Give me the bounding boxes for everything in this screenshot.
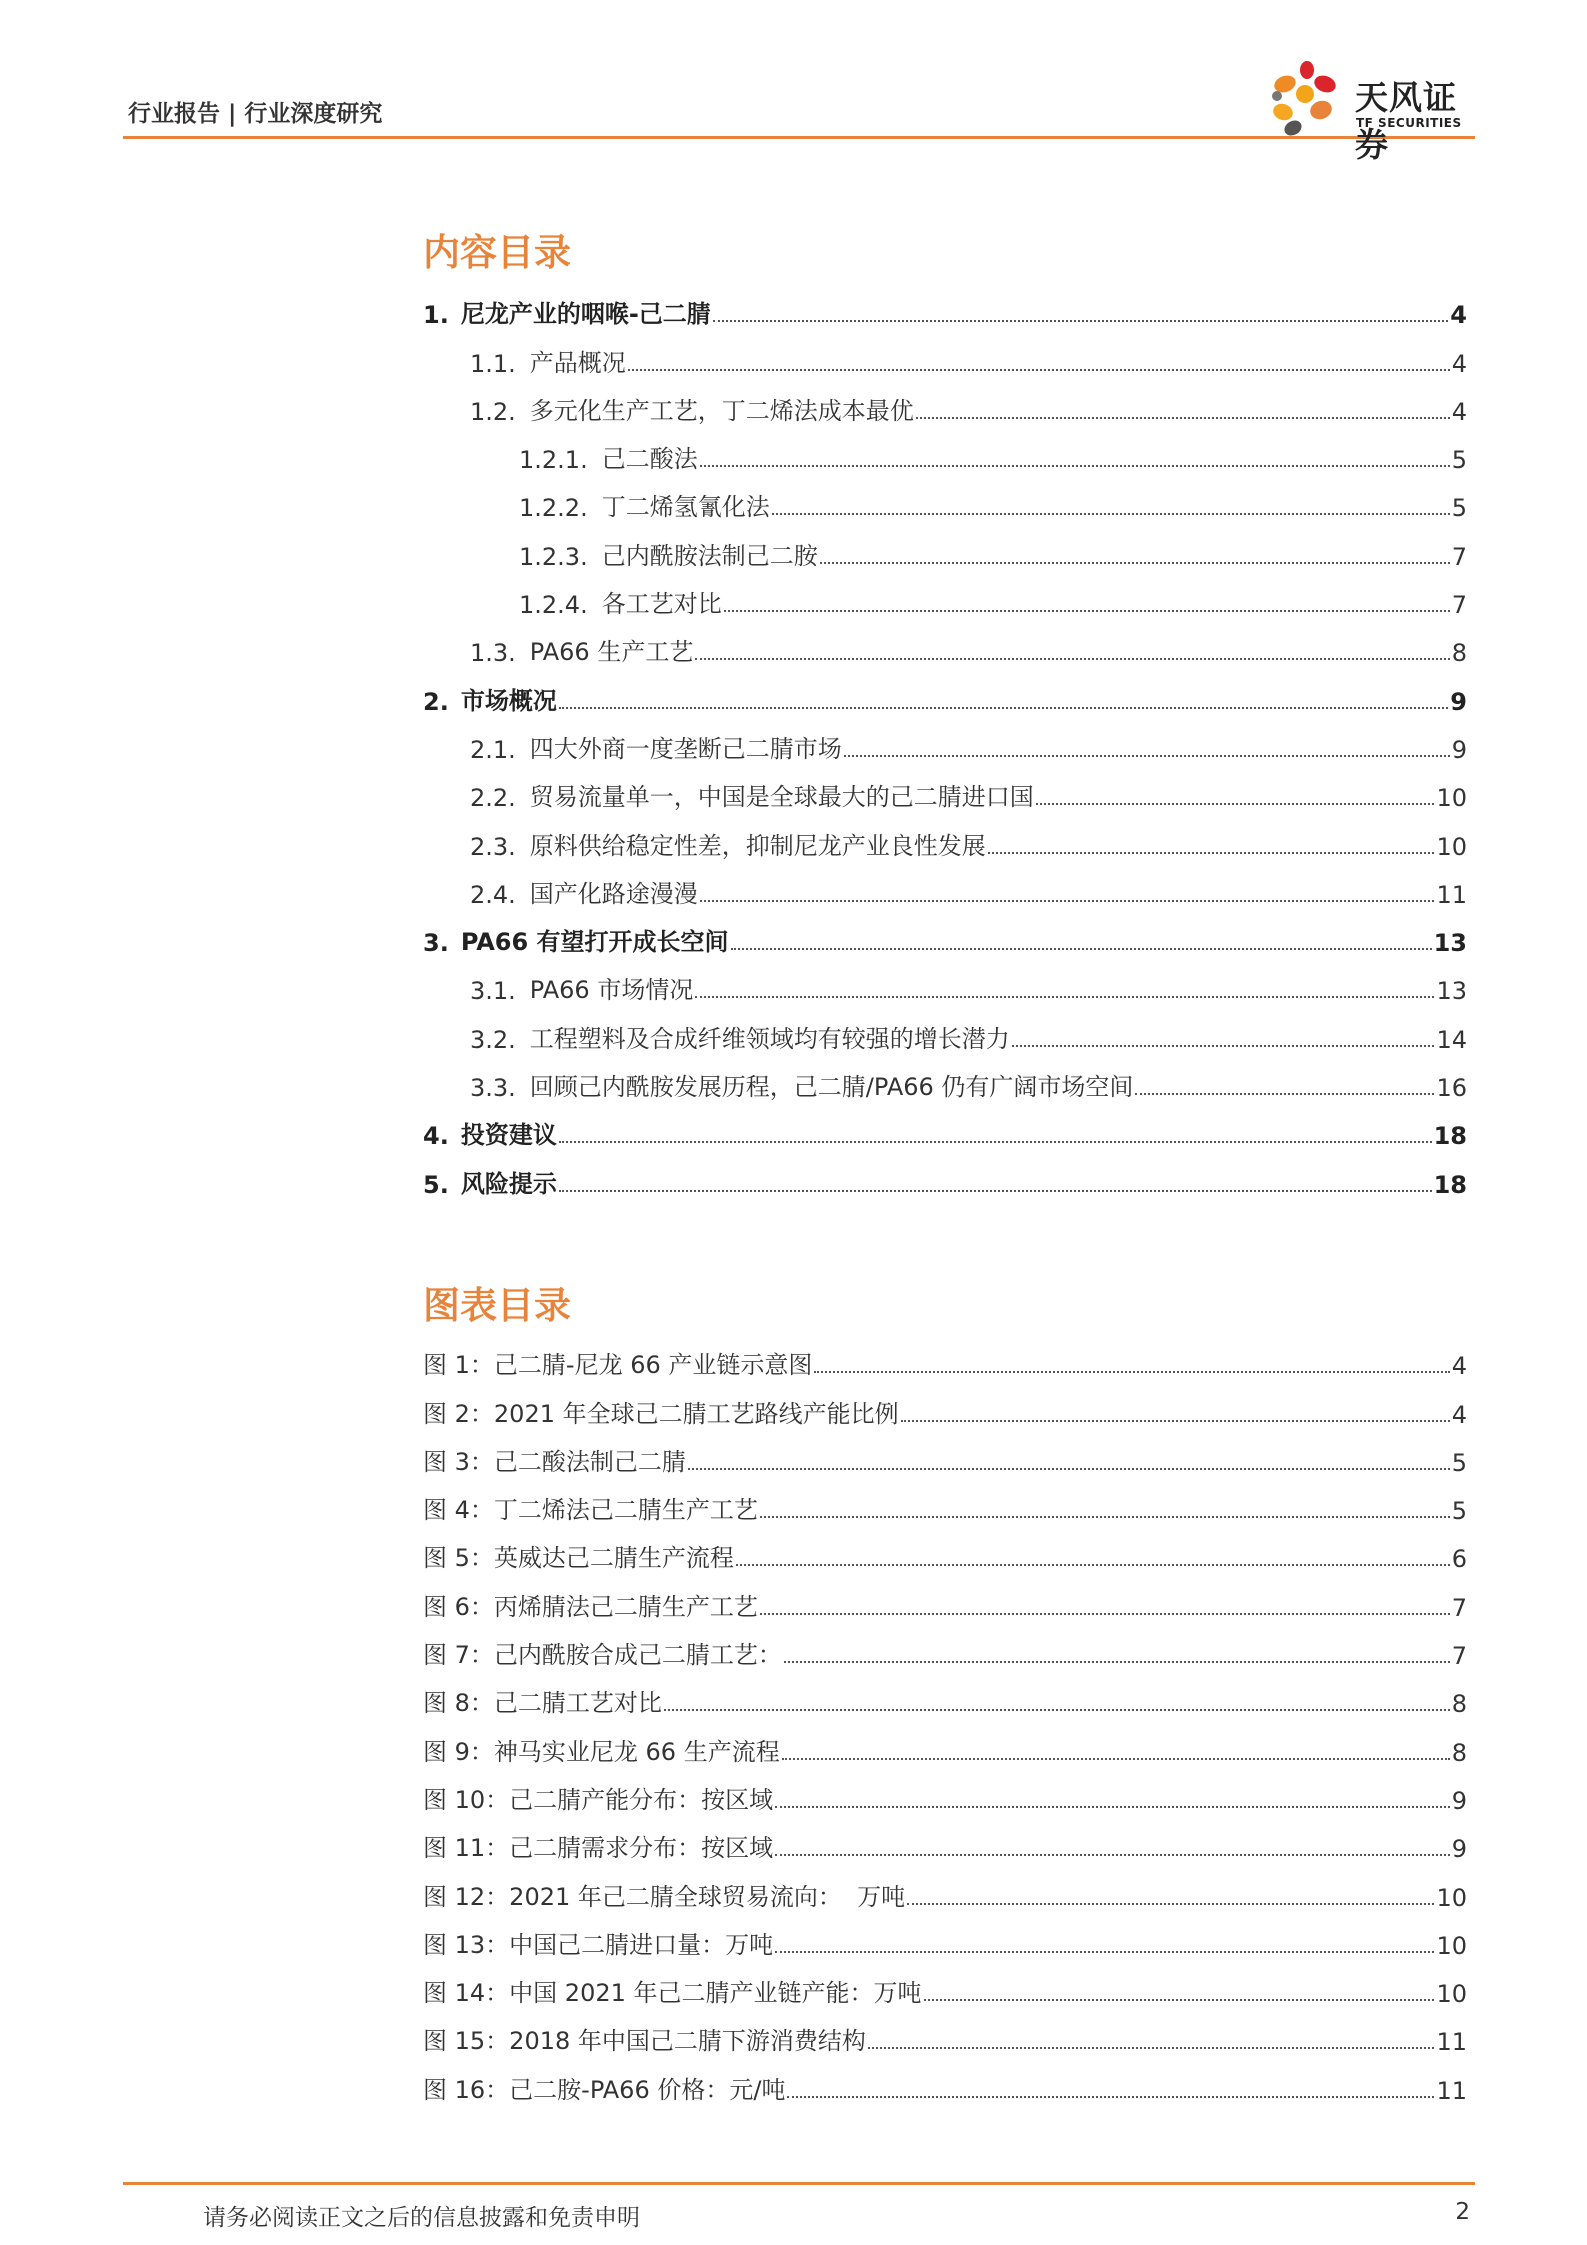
toc-entry-title: 产品概况: [529, 348, 626, 377]
figure-entry-title: 己二腈需求分布：按区域: [509, 1834, 774, 1863]
figure-entry[interactable]: [423, 1626, 1467, 1674]
toc-entry[interactable]: [423, 285, 1467, 333]
figure-entry-page: 6: [1451, 1545, 1467, 1574]
dot-leader: [916, 417, 1450, 419]
toc-entry[interactable]: [423, 768, 1467, 816]
figure-entry-title: 己二腈-尼龙 66 产业链示意图: [493, 1351, 813, 1380]
toc-entry[interactable]: [423, 1058, 1467, 1106]
page-number: 2: [1455, 2199, 1470, 2225]
brand-logo: [1255, 60, 1475, 164]
toc-entry-title: 尼龙产业的咽喉-己二腈: [460, 300, 711, 329]
dot-leader: [559, 707, 1448, 709]
toc-entry-number: 4.: [423, 1122, 449, 1151]
figure-entry-page: 7: [1451, 1642, 1467, 1671]
toc-entry[interactable]: [423, 333, 1467, 381]
toc-entry-title: 四大外商一度垄断己二腈市场: [529, 734, 842, 763]
dot-leader: [700, 900, 1435, 902]
dot-leader: [628, 369, 1450, 371]
dot-leader: [695, 996, 1434, 998]
toc-entry-number: 2.4.: [470, 880, 516, 909]
dot-leader: [772, 513, 1450, 515]
figure-entry-label: 图 12：: [423, 1882, 510, 1911]
toc-entry-page: 11: [1436, 880, 1467, 909]
toc-entry-page: 10: [1436, 832, 1467, 861]
dot-leader: [664, 1709, 1450, 1711]
dot-leader: [782, 1758, 1450, 1760]
dot-leader: [760, 1613, 1450, 1615]
toc-entry-number: 3.3.: [470, 1074, 516, 1103]
figure-entry-title: 己二胺-PA66 价格：元/吨: [509, 2075, 786, 2104]
toc-entry-number: 3.1.: [470, 977, 516, 1006]
figure-entry-title: 中国己二腈进口量：万吨: [509, 1930, 774, 1959]
page-footer: [123, 2182, 1475, 2245]
figure-entry-label: 图 11：: [423, 1834, 510, 1863]
figures-list: [423, 1336, 1467, 2109]
toc-entry-title: 国产化路途漫漫: [529, 879, 698, 908]
figure-entry[interactable]: [423, 1819, 1467, 1867]
figure-entry-title: 己二腈产能分布：按区域: [509, 1785, 774, 1814]
dot-leader: [924, 1999, 1435, 2001]
toc-entry-page: 4: [1451, 397, 1467, 426]
flower-logo-icon: [1255, 60, 1351, 136]
figure-entry-page: 4: [1451, 1352, 1467, 1381]
toc-entry-page: 18: [1433, 1170, 1467, 1199]
toc-entry[interactable]: [423, 1106, 1467, 1154]
toc-entry-page: 9: [1451, 735, 1467, 764]
toc-entry-title: 丁二烯氢氰化法: [601, 493, 770, 522]
dot-leader: [724, 610, 1450, 612]
dot-leader: [731, 948, 1432, 950]
toc-entry-number: 1.2.4.: [519, 591, 588, 620]
figure-entry[interactable]: [423, 1916, 1467, 1964]
toc-entry[interactable]: [423, 961, 1467, 1009]
page-header: [123, 60, 1475, 164]
toc-entry[interactable]: [423, 816, 1467, 864]
toc-entry-page: 18: [1433, 1122, 1467, 1151]
toc-entry-title: 回顾己内酰胺发展历程，己二腈/PA66 仍有广阔市场空间: [529, 1073, 1134, 1102]
dot-leader: [695, 658, 1449, 660]
figure-entry-page: 9: [1451, 1835, 1467, 1864]
toc-entry[interactable]: [423, 720, 1467, 768]
figure-entry[interactable]: [423, 2060, 1467, 2108]
toc-entry-title: 风险提示: [460, 1169, 557, 1198]
figure-entry-label: 图 9：: [423, 1737, 494, 1766]
toc-entry-number: 2.: [423, 687, 449, 716]
toc-entry-title: 己内酰胺法制己二胺: [601, 541, 818, 570]
toc-entry-page: 4: [1451, 349, 1467, 378]
figure-entry-label: 图 6：: [423, 1592, 494, 1621]
toc-entry[interactable]: [423, 623, 1467, 671]
toc-entry-number: 5.: [423, 1170, 449, 1199]
figure-entry-title: 己内酰胺合成己二腈工艺：: [493, 1641, 782, 1670]
toc-entry[interactable]: [423, 1009, 1467, 1057]
figure-entry-title: 2021 年全球己二腈工艺路线产能比例: [493, 1399, 899, 1428]
figure-entry-label: 图 8：: [423, 1689, 494, 1718]
toc-entry[interactable]: [423, 430, 1467, 478]
toc-entry-number: 1.2.: [470, 397, 516, 426]
dot-leader: [988, 852, 1435, 854]
toc-entry-title: 投资建议: [460, 1121, 557, 1150]
toc-entry[interactable]: [423, 382, 1467, 430]
toc-entry-title: 工程塑料及合成纤维领域均有较强的增长潜力: [529, 1024, 1010, 1053]
figure-entry-page: 10: [1436, 1931, 1467, 1960]
figure-entry-title: 中国 2021 年己二腈产业链产能：万吨: [509, 1979, 922, 2008]
toc-entry-title: PA66 市场情况: [529, 976, 694, 1005]
toc-entry-page: 16: [1436, 1074, 1467, 1103]
toc-entry-page: 5: [1451, 494, 1467, 523]
toc-entry-title: 多元化生产工艺，丁二烯法成本最优: [529, 396, 914, 425]
figure-entry-title: 2018 年中国己二腈下游消费结构: [509, 2027, 866, 2056]
toc-entry-number: 1.3.: [470, 639, 516, 668]
figure-entry[interactable]: [423, 1481, 1467, 1529]
figure-entry-label: 图 7：: [423, 1641, 494, 1670]
figure-entry-page: 8: [1451, 1690, 1467, 1719]
figure-entry-page: 10: [1436, 1883, 1467, 1912]
figure-entry[interactable]: [423, 1771, 1467, 1819]
dot-leader: [688, 1468, 1450, 1470]
figure-entry-label: 图 1：: [423, 1351, 494, 1380]
figure-entry[interactable]: [423, 1674, 1467, 1722]
figure-entry-page: 5: [1451, 1448, 1467, 1477]
dot-leader: [775, 1951, 1434, 1953]
figure-entry-page: 8: [1451, 1738, 1467, 1767]
figure-entry-label: 图 13：: [423, 1930, 510, 1959]
figure-entry-label: 图 2：: [423, 1399, 494, 1428]
figure-entry-page: 4: [1451, 1400, 1467, 1429]
figure-entry-label: 图 14：: [423, 1979, 510, 2008]
toc-entry[interactable]: [423, 1154, 1467, 1202]
dot-leader: [700, 465, 1450, 467]
brand-name-en: TF SECURITIES: [1356, 116, 1462, 130]
figure-entry-title: 英威达己二腈生产流程: [493, 1544, 734, 1573]
figure-entry-title: 丙烯腈法己二腈生产工艺: [493, 1592, 758, 1621]
toc-entry[interactable]: [423, 865, 1467, 913]
dot-leader: [1036, 803, 1435, 805]
figure-entry-title: 己二腈工艺对比: [493, 1689, 662, 1718]
toc-entry[interactable]: [423, 913, 1467, 961]
toc-entry-title: PA66 生产工艺: [529, 638, 694, 667]
dot-leader: [820, 562, 1450, 564]
toc-entry[interactable]: [423, 478, 1467, 526]
figure-entry-label: 图 15：: [423, 2027, 510, 2056]
figure-entry[interactable]: [423, 1433, 1467, 1481]
toc-entry-title: 原料供给稳定性差，抑制尼龙产业良性发展: [529, 831, 986, 860]
toc-entry-number: 1.: [423, 301, 449, 330]
toc-entry-title: 贸易流量单一，中国是全球最大的己二腈进口国: [529, 783, 1034, 812]
figure-entry-label: 图 3：: [423, 1447, 494, 1476]
toc-entry-page: 13: [1433, 929, 1467, 958]
toc-entry[interactable]: [423, 671, 1467, 719]
figure-entry[interactable]: [423, 1577, 1467, 1625]
dot-leader: [868, 2047, 1435, 2049]
figure-entry-page: 7: [1451, 1593, 1467, 1622]
figure-entry[interactable]: [423, 2012, 1467, 2060]
figure-entry-page: 11: [1436, 2076, 1467, 2105]
toc-entry-number: 2.2.: [470, 784, 516, 813]
dot-leader: [901, 1420, 1450, 1422]
figure-entry-page: 11: [1436, 2028, 1467, 2057]
figure-entry[interactable]: [423, 1336, 1467, 1384]
dot-leader: [787, 2096, 1434, 2098]
dot-leader: [784, 1661, 1450, 1663]
figure-entry[interactable]: [423, 1867, 1467, 1915]
dot-leader: [775, 1854, 1450, 1856]
figure-entry[interactable]: [423, 1964, 1467, 2012]
figure-entry-page: 5: [1451, 1497, 1467, 1526]
toc-entry[interactable]: [423, 526, 1467, 574]
toc-entry-number: 1.2.2.: [519, 494, 588, 523]
toc-entry-number: 3.: [423, 929, 449, 958]
figure-entry-label: 图 16：: [423, 2075, 510, 2104]
figure-entry-page: 10: [1436, 1980, 1467, 2009]
toc-entry-page: 10: [1436, 784, 1467, 813]
toc-entry-page: 14: [1436, 1025, 1467, 1054]
dot-leader: [713, 320, 1449, 322]
toc-entry-number: 2.1.: [470, 735, 516, 764]
toc-entry-number: 3.2.: [470, 1025, 516, 1054]
report-category: 行业报告 | 行业深度研究: [128, 101, 383, 127]
figures-title: 图表目录: [423, 1284, 571, 1327]
dot-leader: [760, 1516, 1450, 1518]
toc-entry-page: 5: [1451, 446, 1467, 475]
toc-entry-number: 1.2.3.: [519, 542, 588, 571]
figure-entry-label: 图 5：: [423, 1544, 494, 1573]
figure-entry[interactable]: [423, 1384, 1467, 1432]
toc-entry-number: 2.3.: [470, 832, 516, 861]
toc-entry-title: 己二酸法: [601, 445, 698, 474]
toc-entry-page: 7: [1451, 591, 1467, 620]
dot-leader: [1135, 1093, 1434, 1095]
figure-entry-title: 神马实业尼龙 66 生产流程: [493, 1737, 780, 1766]
figure-entry-title: 己二酸法制己二腈: [493, 1447, 686, 1476]
toc-entry-page: 8: [1451, 639, 1467, 668]
dot-leader: [907, 1903, 1434, 1905]
toc-entry-page: 9: [1450, 687, 1467, 716]
figure-entry-page: 9: [1451, 1786, 1467, 1815]
dot-leader: [559, 1190, 1432, 1192]
figure-entry-title: 丁二烯法己二腈生产工艺: [493, 1496, 758, 1525]
toc-list: [423, 285, 1467, 1203]
dot-leader: [844, 755, 1450, 757]
dot-leader: [814, 1371, 1449, 1373]
toc-entry-title: PA66 有望打开成长空间: [460, 928, 729, 957]
toc-entry-page: 4: [1450, 301, 1467, 330]
toc-entry-title: 市场概况: [460, 686, 557, 715]
dot-leader: [736, 1564, 1450, 1566]
toc-entry-page: 7: [1451, 542, 1467, 571]
toc-entry-number: 1.2.1.: [519, 446, 588, 475]
dot-leader: [775, 1806, 1450, 1808]
toc-entry-title: 各工艺对比: [601, 590, 722, 619]
figure-entry-label: 图 4：: [423, 1496, 494, 1525]
figure-entry[interactable]: [423, 1529, 1467, 1577]
dot-leader: [1012, 1045, 1435, 1047]
toc-title: 内容目录: [423, 231, 571, 274]
figure-entry-label: 图 10：: [423, 1785, 510, 1814]
brand-name-cn: 天风证券: [1355, 78, 1457, 164]
figure-entry[interactable]: [423, 1722, 1467, 1770]
disclaimer: 请务必阅读正文之后的信息披露和免责申明: [203, 2205, 640, 2231]
dot-leader: [559, 1141, 1432, 1143]
toc-entry-page: 13: [1436, 977, 1467, 1006]
toc-entry[interactable]: [423, 575, 1467, 623]
figure-entry-title: 2021 年己二腈全球贸易流向： 万吨: [509, 1882, 906, 1911]
toc-entry-number: 1.1.: [470, 349, 516, 378]
